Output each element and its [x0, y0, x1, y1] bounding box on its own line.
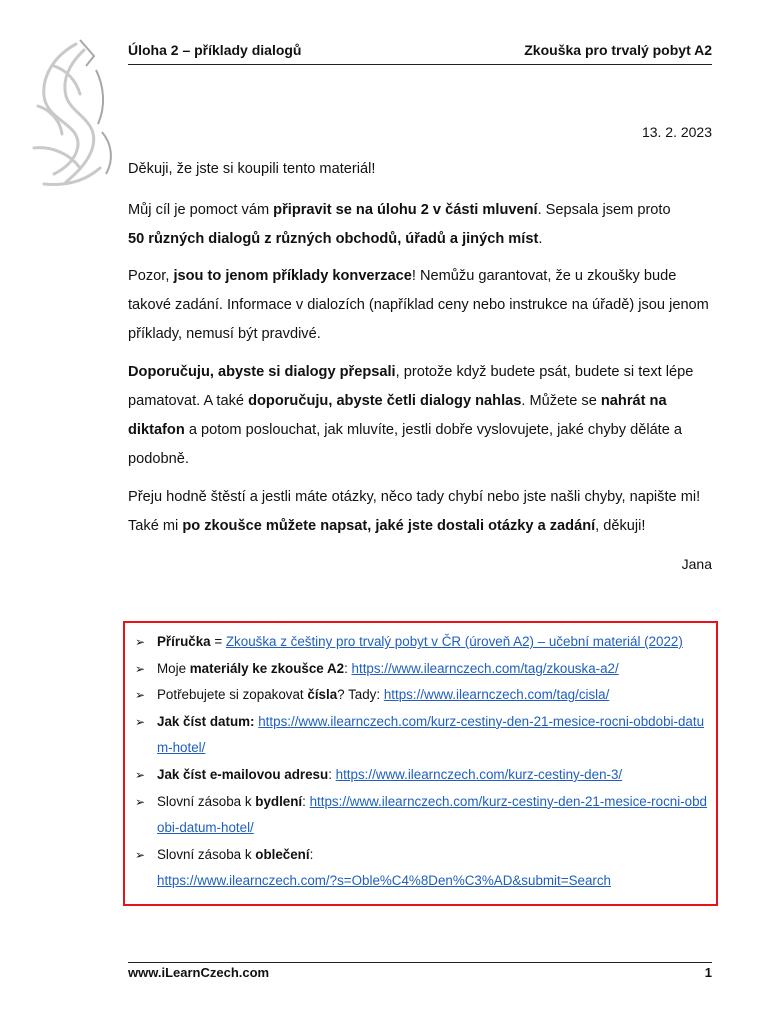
item-bold: Jak číst e-mailovou adresu — [157, 766, 329, 782]
item-prefix: Potřebujete si zopakovat — [157, 687, 308, 703]
arrow-bullet-icon: ➢ — [135, 714, 146, 729]
item-bold: Jak číst datum: — [157, 713, 255, 729]
text: , protože když budete psát, budete si text lépe pamatovat. A také — [128, 364, 694, 409]
bold-text: doporučuju, abyste četli dialogy nahlas — [248, 393, 522, 409]
item-suffix: = — [210, 634, 226, 649]
links-box — [123, 621, 718, 906]
bold-text: Doporučuju, abyste si dialogy přepsali — [128, 364, 396, 380]
item-prefix: Moje — [157, 660, 190, 676]
item-prefix: Slovní zásoba k — [157, 793, 256, 809]
link-materials-a2[interactable]: https://www.ilearnczech.com/tag/zkouska-a2/ — [351, 660, 619, 676]
item-prefix: Slovní zásoba k — [157, 846, 256, 862]
paragraph-warning — [128, 262, 718, 349]
text: Pozor, — [128, 268, 174, 284]
link-clothing[interactable]: https://www.ilearnczech.com/?s=Oble%C4%8Den%C3%AD&submit=Search — [157, 873, 611, 889]
footer-website: www.iLearnCzech.com — [128, 965, 270, 980]
list-item — [135, 762, 708, 789]
item-suffix: ? Tady: — [337, 687, 384, 703]
paragraph-goal — [128, 196, 718, 254]
document-date: 13. 2. 2023 — [641, 124, 712, 140]
text: Přeju hodně štěstí a jestli máte otázky, něco tady chybí nebo jste našli chyby, napište mi! Také mi — [128, 489, 701, 534]
list-item — [135, 656, 708, 683]
text: Můj cíl je pomoct vám — [128, 202, 274, 218]
item-bold: oblečení — [255, 846, 310, 862]
item-bold: materiály ke zkoušce A2 — [189, 660, 345, 676]
arrow-bullet-icon: ➢ — [135, 635, 146, 649]
item-bold: Příručka — [157, 634, 211, 649]
bold-text: po zkoušce můžete napsat, jaké jste dostali otázky a zadání — [182, 518, 596, 534]
bold-text: jsou to jenom příklady konverzace — [173, 268, 412, 284]
paragraph-closing — [128, 483, 718, 541]
list-item — [135, 709, 708, 762]
text: . — [538, 231, 543, 247]
paragraph-thanks — [128, 155, 718, 184]
bold-text: 50 různých dialogů z různých obchodů, úřadů a jiných míst — [128, 231, 539, 247]
arrow-bullet-icon: ➢ — [135, 847, 146, 862]
arrow-bullet-icon: ➢ — [135, 794, 146, 809]
header-title-right: Zkouška pro trvalý pobyt A2 — [524, 42, 712, 58]
text: . Sepsala jsem proto — [537, 202, 671, 218]
list-item — [135, 629, 708, 656]
arrow-bullet-icon: ➢ — [135, 688, 146, 703]
header-divider — [128, 64, 712, 65]
bold-text: připravit se na úlohu 2 v části mluvení — [273, 202, 538, 218]
item-suffix: : — [302, 793, 310, 809]
page-number: 1 — [704, 965, 712, 980]
text: a potom poslouchat, jak mluvíte, jestli dobře vyslovujete, jaké chyby děláte a podobně. — [128, 422, 683, 467]
text: , děkuji! — [595, 518, 646, 534]
list-item — [135, 842, 708, 895]
item-suffix: : — [328, 766, 336, 782]
header-title-left: Úloha 2 – příklady dialogů — [128, 42, 302, 58]
list-item — [135, 789, 708, 842]
text: ! Nemůžu garantovat, že u zkoušky bude takové zadání. Informace v dialozích (například ceny nebo instrukce na úřadě) jsou jenom příklady, nemusí být pravdivé. — [128, 268, 709, 342]
item-bold: bydlení — [255, 793, 303, 809]
link-dates[interactable]: https://www.ilearnczech.com/kurz-cestiny-den-21-mesice-rocni-obdobi-datum-hotel/ — [157, 713, 705, 756]
paragraph-recommendation — [128, 358, 718, 474]
link-email-address[interactable]: https://www.ilearnczech.com/kurz-cestiny-den-3/ — [335, 766, 623, 782]
fox-logo-icon — [14, 36, 124, 196]
arrow-bullet-icon: ➢ — [135, 767, 146, 782]
bold-text: nahrát na diktafon — [128, 393, 667, 438]
link-handbook[interactable]: Zkouška z češtiny pro trvalý pobyt v ČR (úroveň A2) – učební materiál (2022) — [225, 634, 683, 649]
link-housing[interactable]: https://www.ilearnczech.com/kurz-cestiny-den-21-mesice-rocni-obdobi-datum-hotel/ — [157, 793, 707, 836]
link-numbers[interactable]: https://www.ilearnczech.com/tag/cisla/ — [383, 687, 610, 703]
text: Děkuji, že jste si koupili tento materiál! — [128, 161, 376, 177]
item-suffix: : — [344, 660, 352, 676]
signature: Jana — [681, 556, 712, 572]
links-list — [125, 623, 716, 895]
item-bold: čísla — [307, 687, 338, 703]
item-suffix: : — [309, 846, 314, 862]
text: . Můžete se — [521, 393, 601, 409]
footer-divider — [128, 962, 712, 963]
arrow-bullet-icon: ➢ — [135, 661, 146, 676]
list-item — [135, 682, 708, 709]
